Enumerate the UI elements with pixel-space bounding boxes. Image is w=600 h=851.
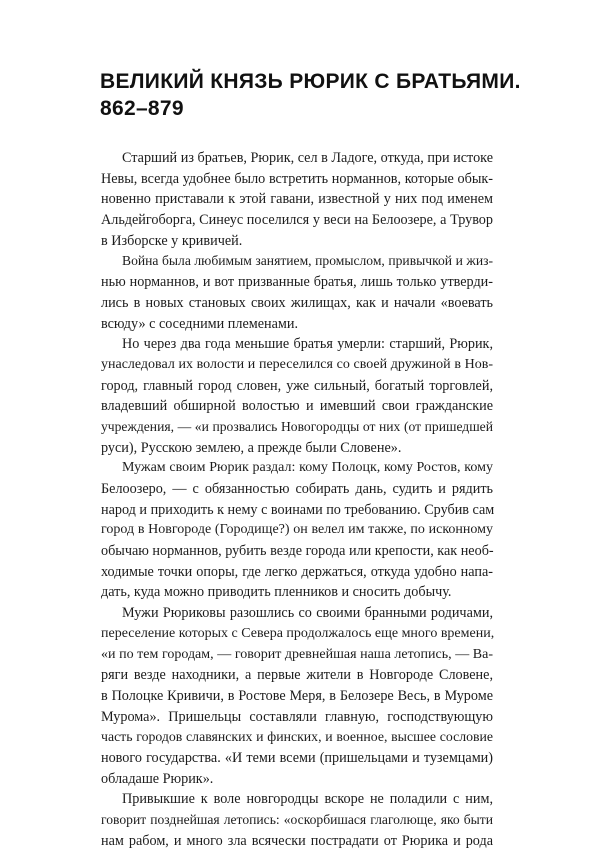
text-line: народ и приходить к нему с воинами по требованию. Срубив сам — [101, 501, 495, 518]
paragraph — [101, 148, 493, 251]
text-line: Мужи Рюриковы разошлись со своими бранными родичами, — [122, 605, 493, 622]
text-line: обладаше Рюрик». — [101, 770, 214, 787]
text-line: нью норманнов, и вот призванные братья, лишь только утверди- — [101, 274, 493, 291]
text-line: Но через два года меньшие братья умерли: старший, Рюрик, — [122, 336, 493, 353]
paragraph — [101, 458, 493, 603]
chapter-body — [101, 148, 493, 851]
text-line: всюду» с соседними племенами. — [101, 315, 299, 332]
text-line: ходимые точки опоры, где легко держаться, откуда удобно напа- — [101, 563, 493, 580]
text-line: учреждения, — «и прозвались Новогородцы от них (от пришедшей — [101, 418, 493, 434]
text-line: Война была любимым занятием, промыслом, привычкой и жиз- — [122, 253, 493, 269]
text-line: Белоозеро, — с обязанностью собирать дань, судить и рядить — [101, 481, 493, 497]
paragraph — [101, 251, 493, 334]
text-line: новенно приставали к этой гавани, известной у них под именем — [101, 191, 493, 208]
text-line: Невы, всегда удобнее было встретить норманнов, которые обык- — [101, 170, 493, 187]
paragraph — [101, 603, 493, 789]
text-line: часть городов славянских и финских, и военное, высшее сословие — [101, 729, 493, 745]
text-line: переселение которых с Севера продолжалось еще много времени, — [101, 625, 495, 641]
text-line: ряги везде находники, а первые жители в Новгороде Словене, — [101, 667, 493, 684]
chapter-heading — [100, 68, 520, 122]
text-line: владевший обширной волостью и имевший свои гражданские — [101, 398, 493, 415]
chapter-years: 862–879 — [100, 97, 184, 120]
text-line: дать, куда можно приводить пленников и сносить добычу. — [101, 584, 452, 601]
text-line: в Полоцке Кривичи, в Ростове Меря, в Белозере Весь, в Муроме — [101, 687, 493, 704]
text-line: Привыкшие к воле новгородцы вскоре не поладили с ним, — [122, 791, 493, 808]
text-line: говорит позднейшая летопись: «оскорбишася глаголюще, яко быти — [101, 812, 493, 827]
paragraph — [101, 789, 493, 851]
text-line: Старший из братьев, Рюрик, сел в Ладоге, откуда, при истоке — [122, 150, 493, 166]
text-line: обычаю норманнов, рубить везде города или крепости, как необ- — [101, 543, 494, 560]
text-line: город в Новгороде (Городище?) он велел им также, по исконному — [101, 522, 493, 538]
text-line: нам рабом, и много зла всячески пострадати от Рюрика и рода — [101, 832, 493, 849]
text-line: в Изборске у кривичей. — [101, 232, 243, 249]
text-line: унаследовал их волости и переселился со своей дружиной в Нов- — [101, 356, 493, 372]
chapter-title: ВЕЛИКИЙ КНЯЗЬ РЮРИК С БРАТЬЯМИ. — [100, 70, 521, 93]
text-line: «и по тем городам, — говорит древнейшая наша летопись, — Ва- — [101, 646, 493, 662]
text-line: город, главный город словен, уже сильный, богатый торговлей, — [101, 377, 493, 394]
text-line: Альдейгоборга, Синеус поселился у веси на Белоозере, а Трувор — [101, 212, 493, 229]
text-line: Мурома». Пришельцы составляли главную, господствующую — [101, 708, 493, 725]
text-line: Мужам своим Рюрик раздал: кому Полоцк, кому Ростов, кому — [122, 460, 493, 476]
text-line: руси), Русскою землею, а прежде были Словене». — [101, 439, 402, 456]
text-line: нового государства. «И теми всеми (пришельцами и туземцами) — [101, 749, 493, 766]
paragraph — [101, 334, 493, 458]
text-line: лись в новых становых своих жилищах, как и начали «воевать — [101, 294, 493, 311]
